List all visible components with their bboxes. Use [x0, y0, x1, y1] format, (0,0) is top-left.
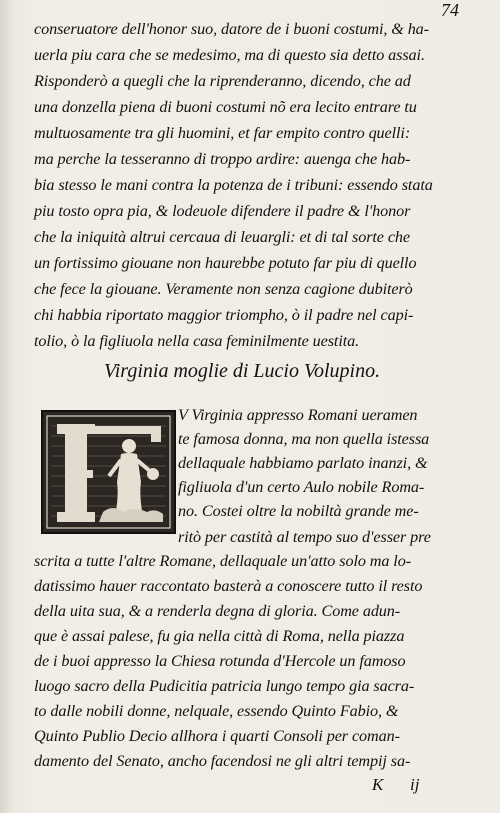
signature-mark: K	[372, 775, 384, 794]
decorated-initial	[41, 410, 176, 534]
text-line: te famosa donna, ma non quella istessa	[178, 430, 430, 448]
section-title: Virginia moglie di Lucio Volupino.	[104, 360, 381, 382]
text-line: piu tosto opra pia, & lodeuole difendere il padre & l'honor	[34, 202, 411, 220]
text-line: bia stesso le mani contra la potenza de i tribuni: essendo stata	[34, 176, 433, 194]
text-line: tolio, ò la figliuola nella casa feminilmente uestita.	[34, 332, 360, 350]
text-line: dellaquale habbiamo parlato inanzi, &	[178, 454, 428, 472]
text-line: no. Costei oltre la nobiltà grande me-	[178, 502, 419, 520]
page-footer	[0, 775, 500, 799]
text-line: ritò per castità al tempo suo d'esser pre	[178, 528, 431, 546]
text-line: to dalle nobili donne, nelquale, essendo Quinto Fabio, &	[34, 702, 399, 720]
text-line: Quinto Publio Decio allhora i quarti Consoli per coman-	[34, 727, 400, 745]
text-line: una donzella piena di buoni costumi nõ era lecito entrare tu	[34, 98, 417, 116]
text-line: scrita a tutte l'altre Romane, dellaquale un'atto solo ma lo-	[34, 552, 411, 570]
text-line: damento del Senato, ancho facendosi ne gli altri tempij sa-	[34, 752, 411, 770]
text-line: figliuola d'un certo Aulo nobile Roma-	[178, 478, 425, 496]
text-line: che fece la giouane. Veramente non senza cagione dubiterò	[34, 280, 413, 298]
text-line: que è assai palese, fu gia nella città di Roma, nella piazza	[34, 627, 405, 645]
text-line: de i buoi appresso la Chiesa rotunda d'Hercole un famoso	[34, 652, 406, 670]
text-line: chi habbia riportato maggior triompho, ò il padre nel capi-	[34, 306, 414, 324]
page-number: 74	[441, 0, 459, 20]
text-line: conseruatore dell'honor suo, datore de i buoni costumi, & ha-	[34, 20, 429, 38]
text-line: Risponderò a quegli che la riprenderanno, dicendo, che ad	[34, 72, 411, 90]
text-line: ma perche la tesseranno di troppo ardire: auenga che hab-	[34, 150, 411, 168]
text-line: luogo sacro della Pudicitia patricia lungo tempo gia sacra-	[34, 677, 415, 695]
text-line: uerla piu cara che se medesimo, ma di questo sia detto assai.	[34, 46, 425, 64]
signature-number: ij	[410, 775, 420, 794]
text-line: multuosamente tra gli huomini, et far empito contro quelli:	[34, 124, 411, 142]
woodcut-initial-icon	[43, 412, 174, 532]
text-line: della uita sua, & a renderla degna di gloria. Come adun-	[34, 602, 401, 620]
text-line: un fortissimo giouane non haurebbe potuto far piu di quello	[34, 254, 417, 272]
text-line: V Virginia appresso Romani ueramen	[178, 406, 418, 424]
text-line: che la iniquità altrui cercaua di leuargli: et di tal sorte che	[34, 228, 410, 246]
text-line: datissimo hauer raccontato basterà a conoscere tutto il resto	[34, 577, 423, 595]
